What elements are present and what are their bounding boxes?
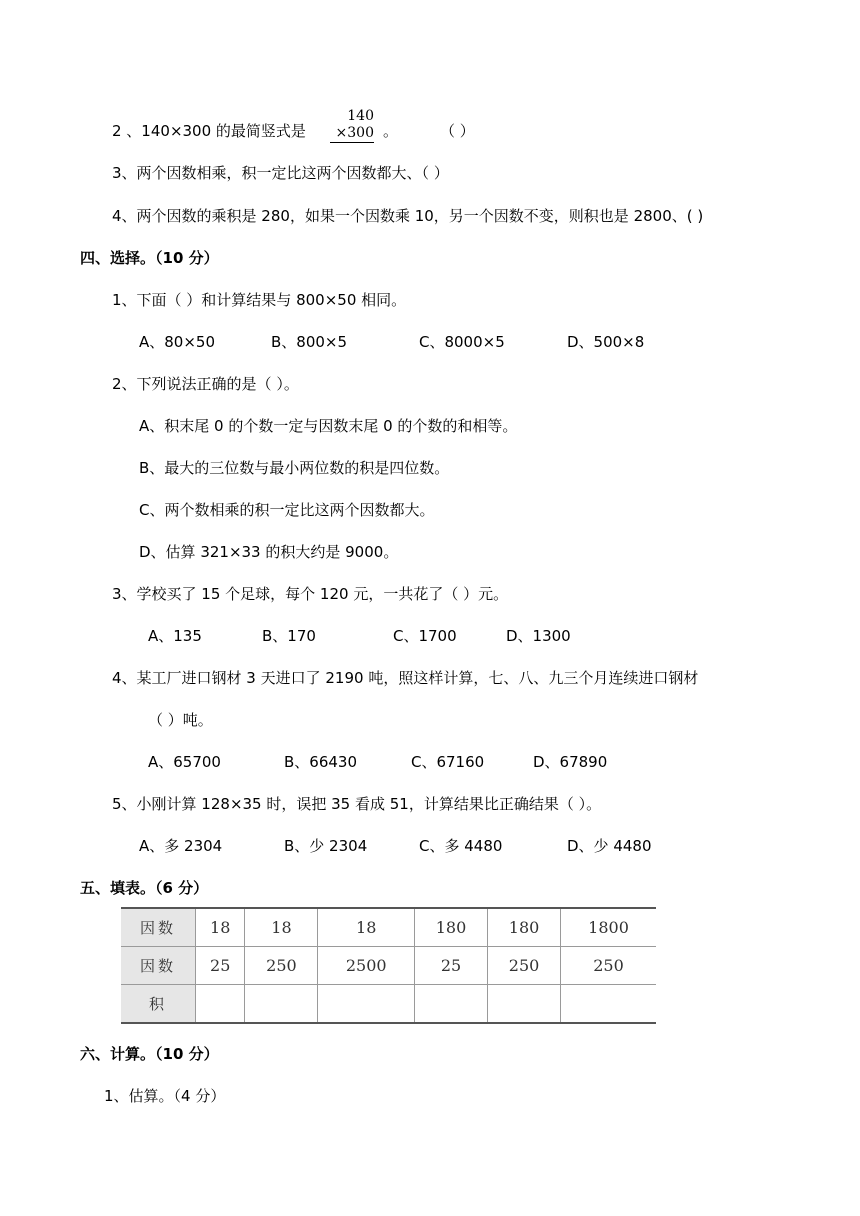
table-row [121,947,656,985]
choice-q2-opt-a: A、积末尾 0 的个数一定与因数末尾 0 的个数的和相等。 [139,417,518,435]
answer-cell[interactable] [318,984,415,1023]
choice-q1-opt-c: C、8000×5 [419,333,505,351]
table-cell: 2500 [318,947,415,985]
answer-cell[interactable] [415,984,488,1023]
table-row [121,908,656,947]
choice-q4-opt-b: B、66430 [284,753,358,771]
judge-q2-period: 。 [383,122,399,140]
choice-q1-opt-b: B、800×5 [271,333,348,351]
judge-q3: 3、两个因数相乘，积一定比这两个因数都大、（ ） [112,164,449,182]
choice-q4-line2: （ ）吨。 [148,711,213,729]
section-6-title: 六、计算。（10 分） [80,1045,219,1063]
table-cell: 18 [196,908,245,947]
choice-q4-opt-a: A、65700 [148,753,221,771]
table-cell: 25 [196,947,245,985]
choice-q2-opt-c: C、两个数相乘的积一定比这两个因数都大。 [139,501,435,519]
choice-q3-opt-a: A、135 [148,627,202,645]
table-cell: 180 [415,908,488,947]
section-6-sub1: 1、估算。（4 分） [104,1087,226,1105]
choice-q3-opt-d: D、1300 [506,627,571,645]
choice-q5-opt-a: A、多 2304 [139,837,223,855]
choice-q4-opt-c: C、67160 [411,753,485,771]
section-5-title: 五、填表。（6 分） [80,879,209,897]
table-cell: 25 [415,947,488,985]
choice-q3-opt-c: C、1700 [393,627,457,645]
choice-q2: 2、下列说法正确的是（ ）。 [112,375,299,393]
choice-q4-opt-d: D、67890 [533,753,608,771]
table-cell: 250 [245,947,318,985]
choice-q2-opt-d: D、估算 321×33 的积大约是 9000。 [139,543,399,561]
vertical-bottom: ×300 [330,124,374,143]
choice-q2-opt-b: B、最大的三位数与最小两位数的积是四位数。 [139,459,450,477]
judge-q2 [112,121,306,141]
answer-cell[interactable] [245,984,318,1023]
choice-q1-opt-a: A、80×50 [139,333,216,351]
row-header: 积 [121,984,196,1023]
choice-q5-opt-b: B、少 2304 [284,837,368,855]
section-4-title: 四、选择。（10 分） [80,249,219,267]
table-row [121,984,656,1023]
choice-q5-opt-d: D、少 4480 [567,837,652,855]
choice-q4-line1: 4、某工厂进口钢材 3 天进口了 2190 吨，照这样计算，七、八、九三个月连续进口钢材 [112,669,699,687]
table-cell: 250 [488,947,561,985]
vertical-top: 140 [347,108,374,124]
choice-q5-opt-c: C、多 4480 [419,837,503,855]
choice-q1-opt-d: D、500×8 [567,333,645,351]
fill-table [121,907,656,1024]
table-cell: 18 [245,908,318,947]
choice-q1: 1、下面（ ）和计算结果与 800×50 相同。 [112,291,407,309]
judge-q2-answer-paren: （ ） [440,122,475,140]
row-header: 因数 [121,908,196,947]
table-cell: 1800 [561,908,656,947]
answer-cell[interactable] [488,984,561,1023]
table-cell: 250 [561,947,656,985]
answer-cell[interactable] [196,984,245,1023]
row-header: 因数 [121,947,196,985]
judge-q4: 4、两个因数的乘积是 280，如果一个因数乘 10，另一个因数不变，则积也是 2800、( ) [112,207,704,225]
vertical-multiplication [330,108,374,143]
table-cell: 180 [488,908,561,947]
choice-q3: 3、学校买了 15 个足球，每个 120 元，一共花了（ ）元。 [112,585,509,603]
judge-q2-text: 2 、140×300 的最简竖式是 [112,122,306,140]
choice-q3-opt-b: B、170 [262,627,316,645]
answer-cell[interactable] [561,984,656,1023]
choice-q5: 5、小刚计算 128×35 时，误把 35 看成 51，计算结果比正确结果（ ）。 [112,795,602,813]
table-cell: 18 [318,908,415,947]
